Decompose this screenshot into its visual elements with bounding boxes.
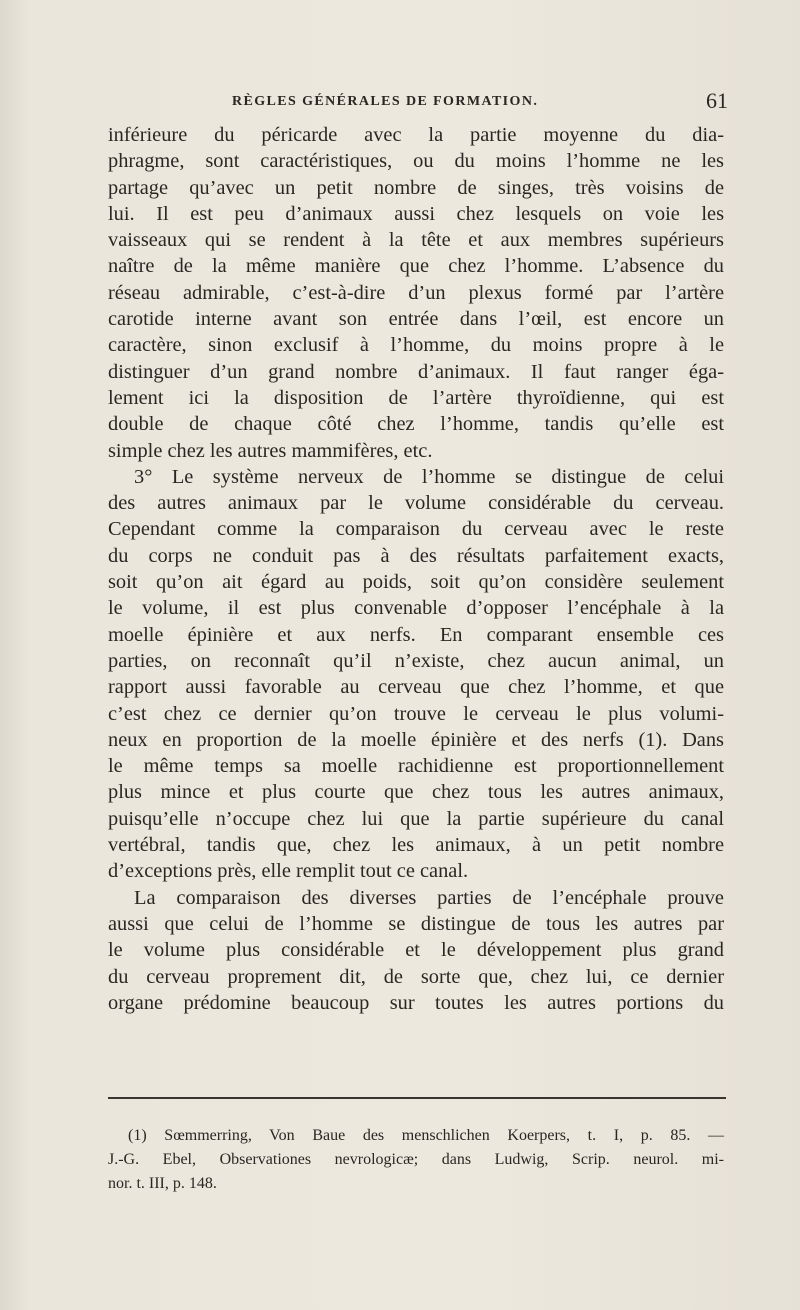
text-line: le volume, il est plus convenable d’opposer l’encéphale à la	[108, 597, 724, 620]
text-line: moelle épinière et aux nerfs. En comparant ensemble ces	[108, 623, 724, 646]
text-line: double de chaque côté chez l’homme, tandis qu’elle est	[108, 413, 724, 436]
text-line: neux en proportion de la moelle épinière et des nerfs (1). Dans	[108, 728, 724, 751]
text-line: phragme, sont caractéristiques, ou du moins l’homme ne les	[108, 150, 724, 173]
text-line: vertébral, tandis que, chez les animaux, à un petit nombre	[108, 834, 724, 857]
text-line: carotide interne avant son entrée dans l’œil, est encore un	[108, 308, 724, 331]
text-line: Cependant comme la comparaison du cerveau avec le reste	[108, 518, 724, 541]
text-line: lement ici la disposition de l’artère thyroïdienne, qui est	[108, 386, 724, 409]
text-line: du cerveau proprement dit, de sorte que, chez lui, ce dernier	[108, 965, 724, 988]
footnote	[108, 1124, 724, 1196]
text-line: 3° Le système nerveux de l’homme se distingue de celui	[134, 465, 724, 488]
text-line: organe prédomine beaucoup sur toutes les autres portions du	[108, 991, 724, 1014]
text-line: simple chez les autres mammifères, etc.	[108, 439, 433, 462]
text-line: puisqu’elle n’occupe chez lui que la partie supérieure du canal	[108, 807, 724, 830]
text-line: du corps ne conduit pas à des résultats parfaitement exacts,	[108, 544, 724, 567]
text-line: inférieure du péricarde avec la partie moyenne du dia-	[108, 124, 724, 146]
footnote-line: J.-G. Ebel, Observationes nevrologicæ; dans Ludwig, Scrip. neurol. mi-	[108, 1151, 724, 1168]
running-title: RÈGLES GÉNÉRALES DE FORMATION.	[232, 94, 539, 109]
text-line: aussi que celui de l’homme se distingue de tous les autres par	[108, 912, 724, 935]
text-line: c’est chez ce dernier qu’on trouve le cerveau le plus volumi-	[108, 702, 724, 725]
text-line: réseau admirable, c’est-à-dire d’un plexus formé par l’artère	[108, 281, 724, 304]
text-line: rapport aussi favorable au cerveau que chez l’homme, et que	[108, 676, 724, 699]
footnote-line: (1) Sœmmerring, Von Baue des menschlichen Koerpers, t. I, p. 85. —	[128, 1127, 724, 1144]
text-line: le volume plus considérable et le développement plus grand	[108, 939, 724, 962]
text-line: caractère, sinon exclusif à l’homme, du moins propre à le	[108, 334, 724, 357]
body-text	[108, 122, 724, 1016]
page-number: 61	[706, 88, 728, 113]
text-line: le même temps sa moelle rachidienne est proportionnellement	[108, 755, 724, 778]
text-line: naître de la même manière que chez l’homme. L’absence du	[108, 255, 724, 278]
text-line: d’exceptions près, elle remplit tout ce canal.	[108, 860, 469, 883]
text-line: partage qu’avec un petit nombre de singes, très voisins de	[108, 176, 724, 199]
text-line: plus mince et plus courte que chez tous les autres animaux,	[108, 781, 724, 804]
page-header	[108, 88, 728, 118]
text-line: lui. Il est peu d’animaux aussi chez lesquels on voie les	[108, 202, 724, 225]
text-line: soit qu’on ait égard au poids, soit qu’on considère seulement	[108, 571, 724, 594]
footnote-line: nor. t. III, p. 148.	[108, 1175, 217, 1192]
text-line: La comparaison des diverses parties de l’encéphale prouve	[134, 886, 724, 909]
text-line: vaisseaux qui se rendent à la tête et aux membres supérieurs	[108, 229, 724, 252]
footnote-rule	[108, 1097, 726, 1099]
text-line: parties, on reconnaît qu’il n’existe, chez aucun animal, un	[108, 649, 724, 672]
text-line: distinguer d’un grand nombre d’animaux. Il faut ranger éga-	[108, 360, 724, 383]
text-line: des autres animaux par le volume considérable du cerveau.	[108, 492, 724, 515]
